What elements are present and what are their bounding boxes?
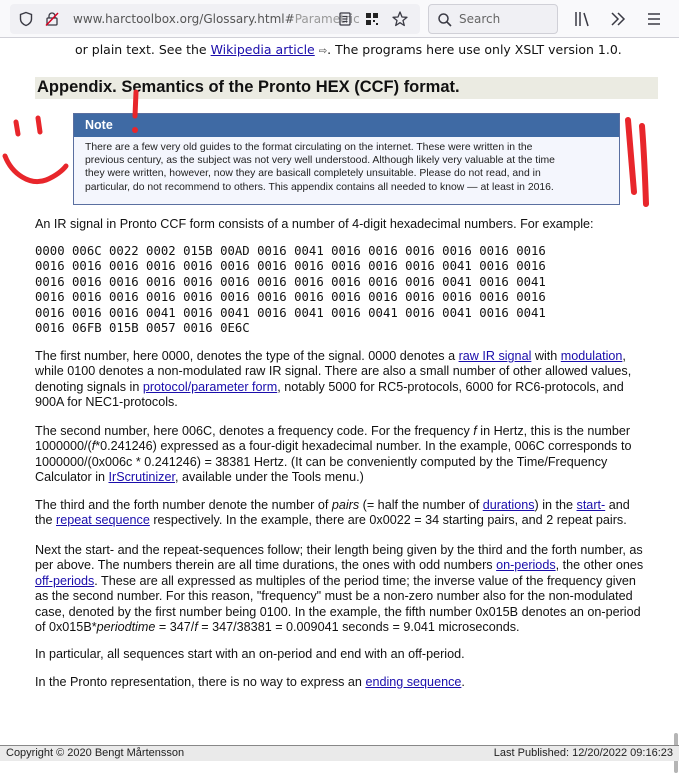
modulation-link[interactable]: modulation — [560, 349, 623, 363]
intro-paragraph: An IR signal in Pronto CCF form consists of a number of 4-digit hexadecimal numbers. For example: — [35, 217, 594, 231]
paragraph-pairs: The third and the forth number denote the number of pairs (= half the number of durations) in the start- and the repeat sequence respectively. In the example, there are 0x0022 = 34 starting pairs, and 2 repeat pairs. — [35, 498, 630, 528]
search-placeholder: Search — [459, 12, 501, 26]
page-content — [0, 38, 679, 745]
qr-code-icon[interactable] — [364, 11, 380, 27]
hex-line: 0000 006C 0022 0002 015B 00AD 0016 0041 0016 0016 0016 0016 0016 0016 — [35, 244, 546, 258]
shield-icon[interactable] — [18, 11, 34, 27]
raw-ir-signal-link[interactable]: raw IR signal — [458, 349, 532, 363]
off-periods-link[interactable]: off-periods — [35, 573, 95, 588]
reader-view-icon[interactable] — [337, 11, 353, 27]
note-box — [73, 113, 620, 205]
copyright-text: Copyright © 2020 Bengt Mårtensson — [6, 747, 185, 759]
search-box[interactable] — [428, 4, 558, 34]
note-line: particular, do not recommend to others. This appendix contains all needed to know — at least in 2016. — [85, 181, 554, 193]
lock-insecure-icon[interactable] — [44, 11, 60, 27]
irscrutinizer-link[interactable]: IrScrutinizer — [108, 470, 175, 485]
hex-line: 0016 0016 0016 0016 0016 0016 0016 0016 0016 0016 0016 0016 0016 0016 — [35, 290, 546, 305]
appendix-heading: Appendix. Semantics of the Pronto HEX (CCF) format. — [37, 78, 460, 96]
url-bar[interactable] — [10, 4, 420, 34]
start-sequence-link[interactable]: start- — [576, 498, 606, 512]
overflow-chevrons-icon[interactable] — [610, 10, 626, 28]
note-title: Note — [74, 114, 619, 137]
hex-line: 0016 0016 0016 0041 0016 0041 0016 0041 0016 0041 0016 0041 0016 0041 — [35, 305, 546, 320]
previous-paragraph-tail: or plain text. See the Wikipedia article ⇨. The programs here use only XSLT version 1.0. — [75, 42, 622, 57]
wikipedia-article-link[interactable]: Wikipedia article — [210, 42, 315, 57]
protocol-parameter-form-link[interactable]: protocol/parameter form — [142, 379, 278, 394]
paragraph-sequences: Next the start- and the repeat-sequences follow; their length being given by the third and the forth number, as per above. The numbers therein are all time durations, the ones with odd numbers on-periods, the other ones off-periods. These are all expressed as multiples of the period time; the inverse value of the frequency given as the second number. For this reason, "frequency" must be a non-zero number also for the non-modulated case, denoted by the first number being 0100. In the example, the fifth number 0x015B denotes an on-period of 0x015B*periodtime = 347/f = 347/38381 = 0.009041 seconds = 9.041 microseconds. — [35, 543, 644, 635]
library-icon[interactable] — [573, 10, 591, 28]
repeat-sequence-link[interactable]: repeat sequence — [56, 513, 150, 528]
url-text[interactable]: www.harctoolbox.org/Glossary.html#Parametric — [73, 12, 360, 26]
note-line: There are a few very old guides to the format circulating on the internet. These were written in the — [85, 142, 533, 153]
hex-code-block[interactable] — [35, 244, 546, 336]
ending-sequence-link[interactable]: ending sequence — [365, 675, 462, 689]
paragraph-ending-sequence: In the Pronto representation, there is no way to express an ending sequence. — [35, 675, 465, 689]
hex-line: 0016 0016 0016 0016 0016 0016 0016 0016 0016 0016 0016 0041 0016 0041 — [35, 274, 546, 289]
paragraph-signal-type: The first number, here 0000, denotes the type of the signal. 0000 denotes a raw IR signal with modulation, while 0100 denotes a non-modulated raw IR signal. There are also a small number of other allowed values, denoting signals in protocol/parameter form, notably 5000 for RC5-protocols, 6000 for RC6-protocols, and 900A for NEC1-protocols. — [35, 349, 632, 410]
hamburger-menu-icon[interactable] — [646, 11, 662, 27]
paragraph-on-off: In particular, all sequences start with an on-period and end with an off-period. — [35, 647, 465, 661]
note-body — [74, 137, 619, 204]
search-icon — [437, 12, 453, 28]
external-link-icon: ⇨ — [318, 46, 328, 57]
durations-link[interactable]: durations — [482, 498, 535, 512]
page-footer — [0, 745, 679, 761]
note-line: they were written, however, now they are basicall completely unsuitable. Please do not read, and in — [85, 168, 541, 180]
hex-line: 0016 06FB 015B 0057 0016 0E6C — [35, 321, 250, 336]
bookmark-star-icon[interactable] — [391, 10, 409, 28]
hex-line: 0016 0016 0016 0016 0016 0016 0016 0016 0016 0016 0016 0041 0016 0016 — [35, 259, 546, 274]
browser-toolbar — [0, 0, 679, 38]
appendix-heading-bar — [35, 77, 658, 99]
on-periods-link[interactable]: on-periods — [496, 558, 556, 573]
paragraph-frequency: The second number, here 006C, denotes a frequency code. For the frequency f in Hertz, this is the number 1000000/(f*0.241246) expressed as a four-digit hexadecimal number. In the example, 006C corresponds to 1000000/(0x006c * 0.241246) = 38381 Hertz. (It can be conveniently computed by the Time/Frequency Calculator in IrScrutinizer, available under the Tools menu.) — [35, 424, 632, 485]
note-line: previous century, as the subject was not very well understood. Although likely very valuable at the time — [85, 155, 555, 167]
last-published-text: Last Published: 12/20/2022 09:16:23 — [493, 747, 673, 759]
